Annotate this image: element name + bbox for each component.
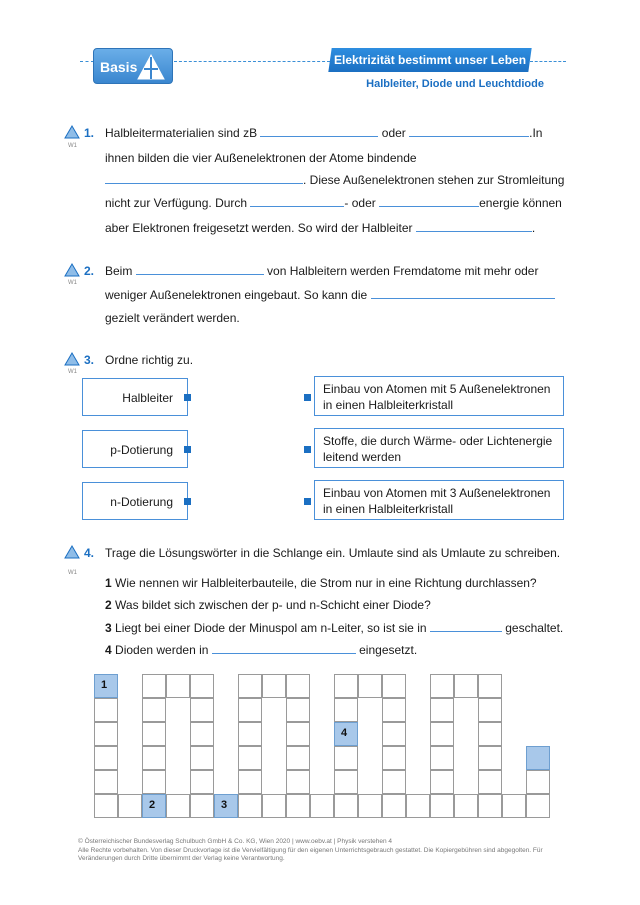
snake-cell[interactable] (214, 794, 238, 818)
task-3-level: W1 (68, 369, 77, 375)
snake-cell[interactable] (190, 698, 214, 722)
task-1-line-5: aber Elektronen freigesetzt werden. So wird der Halbleiter . (105, 221, 536, 235)
match-anchor-left[interactable] (184, 498, 191, 505)
snake-cell[interactable] (382, 698, 406, 722)
match-anchor-left[interactable] (184, 394, 191, 401)
answer-blank[interactable] (260, 126, 378, 137)
snake-cell[interactable] (334, 746, 358, 770)
snake-cell[interactable] (238, 770, 262, 794)
answer-blank[interactable] (430, 621, 502, 632)
snake-cell[interactable] (334, 698, 358, 722)
snake-cell[interactable] (526, 794, 550, 818)
match-anchor-left[interactable] (184, 446, 191, 453)
snake-cell[interactable] (94, 794, 118, 818)
snake-cell[interactable] (454, 674, 478, 698)
snake-cell[interactable] (430, 674, 454, 698)
match-anchor-right[interactable] (304, 394, 311, 401)
snake-cell[interactable] (502, 794, 526, 818)
snake-cell[interactable] (478, 674, 502, 698)
snake-cell[interactable] (430, 698, 454, 722)
snake-cell[interactable] (334, 770, 358, 794)
snake-cell[interactable] (238, 746, 262, 770)
snake-cell[interactable] (526, 746, 550, 770)
task-1-line-3: . Diese Außenelektronen stehen zur Stromleitung (105, 173, 564, 187)
snake-cell[interactable] (478, 722, 502, 746)
task-4-question-2: 2 Was bildet sich zwischen der p- und n-Schicht einer Diode? (105, 598, 431, 612)
task-1-line-2: ihnen bilden die vier Außenelektronen der Atome bindende (105, 151, 417, 165)
snake-cell[interactable] (142, 722, 166, 746)
answer-blank[interactable] (379, 196, 479, 207)
snake-cell[interactable] (478, 746, 502, 770)
snake-cell[interactable] (94, 722, 118, 746)
match-right-item: Stoffe, die durch Wärme- oder Lichtenergie leitend werden (314, 428, 564, 468)
snake-cell[interactable] (382, 746, 406, 770)
snake-cell[interactable] (94, 674, 118, 698)
task-level-icon (64, 545, 80, 559)
triangle-logo-icon (136, 53, 166, 81)
snake-cell[interactable] (142, 794, 166, 818)
match-left-item: n-Dotierung (82, 482, 188, 520)
snake-cell[interactable] (406, 794, 430, 818)
snake-cell[interactable] (334, 722, 358, 746)
snake-cell[interactable] (238, 722, 262, 746)
snake-cell-number: 1 (101, 679, 108, 691)
task-1-line-4: nicht zur Verfügung. Durch - oder energie können (105, 196, 562, 210)
task-1-level: W1 (68, 143, 77, 149)
basis-label: Basis (100, 59, 138, 75)
snake-cell-number: 4 (341, 727, 348, 739)
task-2-level: W1 (68, 280, 77, 286)
snake-cell[interactable] (190, 674, 214, 698)
snake-cell[interactable] (382, 722, 406, 746)
snake-cell[interactable] (262, 794, 286, 818)
snake-cell[interactable] (310, 794, 334, 818)
answer-blank[interactable] (105, 173, 303, 184)
snake-cell[interactable] (190, 794, 214, 818)
snake-cell[interactable] (286, 794, 310, 818)
match-left-item: p-Dotierung (82, 430, 188, 468)
snake-cell[interactable] (238, 698, 262, 722)
task-2-line-1: Beim von Halbleitern werden Fremdatome mit mehr oder (105, 264, 539, 278)
snake-cell[interactable] (94, 746, 118, 770)
match-left-item: Halbleiter (82, 378, 188, 416)
snake-cell[interactable] (166, 794, 190, 818)
snake-cell[interactable] (334, 794, 358, 818)
snake-cell[interactable] (430, 794, 454, 818)
task-level-icon (64, 125, 80, 139)
basis-badge (93, 48, 173, 84)
snake-cell[interactable] (430, 770, 454, 794)
header-dash-right (530, 61, 566, 62)
task-1-line-1: Halbleitermaterialien sind zB oder .In (105, 126, 543, 140)
chapter-title: Elektrizität bestimmt unser Leben (333, 53, 527, 67)
task-4-question-3: 3 Liegt bei einer Diode der Minuspol am n-Leiter, so ist sie in geschaltet. (105, 621, 564, 635)
header-dash-middle (174, 61, 330, 62)
snake-cell[interactable] (286, 746, 310, 770)
task-3-instruction: Ordne richtig zu. (105, 353, 194, 367)
snake-cell[interactable] (190, 770, 214, 794)
snake-cell[interactable] (94, 698, 118, 722)
match-anchor-right[interactable] (304, 498, 311, 505)
snake-cell[interactable] (430, 722, 454, 746)
snake-cell-number: 2 (149, 799, 156, 811)
snake-cell[interactable] (94, 770, 118, 794)
snake-cell[interactable] (430, 746, 454, 770)
snake-cell[interactable] (238, 794, 262, 818)
task-4-question-1: 1 Wie nennen wir Halbleiterbauteile, die Strom nur in eine Richtung durchlassen? (105, 576, 537, 590)
snake-cell[interactable] (286, 674, 310, 698)
task-4-instruction: Trage die Lösungswörter in die Schlange ein. Umlaute sind als Umlaute zu schreiben. (105, 546, 561, 560)
snake-cell[interactable] (286, 698, 310, 722)
snake-cell[interactable] (382, 674, 406, 698)
snake-cell[interactable] (478, 698, 502, 722)
task-4-question-4: 4 Dioden werden in eingesetzt. (105, 643, 418, 657)
snake-cell[interactable] (358, 794, 382, 818)
match-right-item: Einbau von Atomen mit 3 Außenelektronen in einen Halbleiterkristall (314, 480, 564, 520)
answer-blank[interactable] (250, 196, 344, 207)
snake-cell[interactable] (286, 722, 310, 746)
answer-blank[interactable] (212, 643, 356, 654)
task-3-number: 3. (84, 353, 95, 367)
task-level-icon (64, 352, 80, 366)
snake-cell[interactable] (454, 794, 478, 818)
answer-blank[interactable] (409, 126, 529, 137)
snake-cell[interactable] (142, 746, 166, 770)
task-2-line-3: gezielt verändert werden. (105, 311, 240, 325)
task-4-level: W1 (68, 570, 77, 576)
snake-cell[interactable] (190, 746, 214, 770)
snake-cell[interactable] (190, 722, 214, 746)
match-right-item: Einbau von Atomen mit 5 Außenelektronen in einen Halbleiterkristall (314, 376, 564, 416)
snake-cell[interactable] (238, 674, 262, 698)
snake-cell[interactable] (142, 698, 166, 722)
task-level-icon (64, 263, 80, 277)
snake-cell[interactable] (382, 770, 406, 794)
page-subtitle: Halbleiter, Diode und Leuchtdiode (366, 78, 544, 90)
answer-blank[interactable] (416, 221, 532, 232)
answer-blank[interactable] (136, 264, 264, 275)
snake-cell[interactable] (478, 770, 502, 794)
snake-cell[interactable] (166, 674, 190, 698)
task-4-number: 4. (84, 546, 95, 560)
copyright-footer (78, 838, 578, 864)
snake-cell[interactable] (358, 674, 382, 698)
snake-cell[interactable] (526, 770, 550, 794)
snake-cell[interactable] (478, 794, 502, 818)
task-1-number: 1. (84, 126, 95, 140)
snake-cell[interactable] (142, 770, 166, 794)
footer-line-2: Alle Rechte vorbehalten. Von dieser Druckvorlage ist die Vervielfältigung für den eigenen Unterrichtsgebrauch gestattet. Die Kopiergebühren sind abgegolten. Für Veränderungen durch Dritte übernimmt der Verlag keine Verantwortung. (78, 846, 543, 862)
snake-cell[interactable] (262, 674, 286, 698)
footer-line-1: © Österreichischer Bundesverlag Schulbuch GmbH & Co. KG, Wien 2020 | www.oebv.at | Physik verstehen 4 (78, 838, 393, 845)
snake-cell[interactable] (334, 674, 358, 698)
snake-cell[interactable] (118, 794, 142, 818)
snake-cell-number: 3 (221, 799, 228, 811)
chapter-title-tab (328, 48, 531, 72)
task-2-number: 2. (84, 264, 95, 278)
task-2-line-2: weniger Außenelektronen eingebaut. So kann die (105, 288, 555, 302)
header-dash-left (80, 61, 94, 62)
snake-cell[interactable] (286, 770, 310, 794)
snake-cell[interactable] (382, 794, 406, 818)
answer-blank[interactable] (371, 288, 555, 299)
match-anchor-right[interactable] (304, 446, 311, 453)
snake-cell[interactable] (142, 674, 166, 698)
